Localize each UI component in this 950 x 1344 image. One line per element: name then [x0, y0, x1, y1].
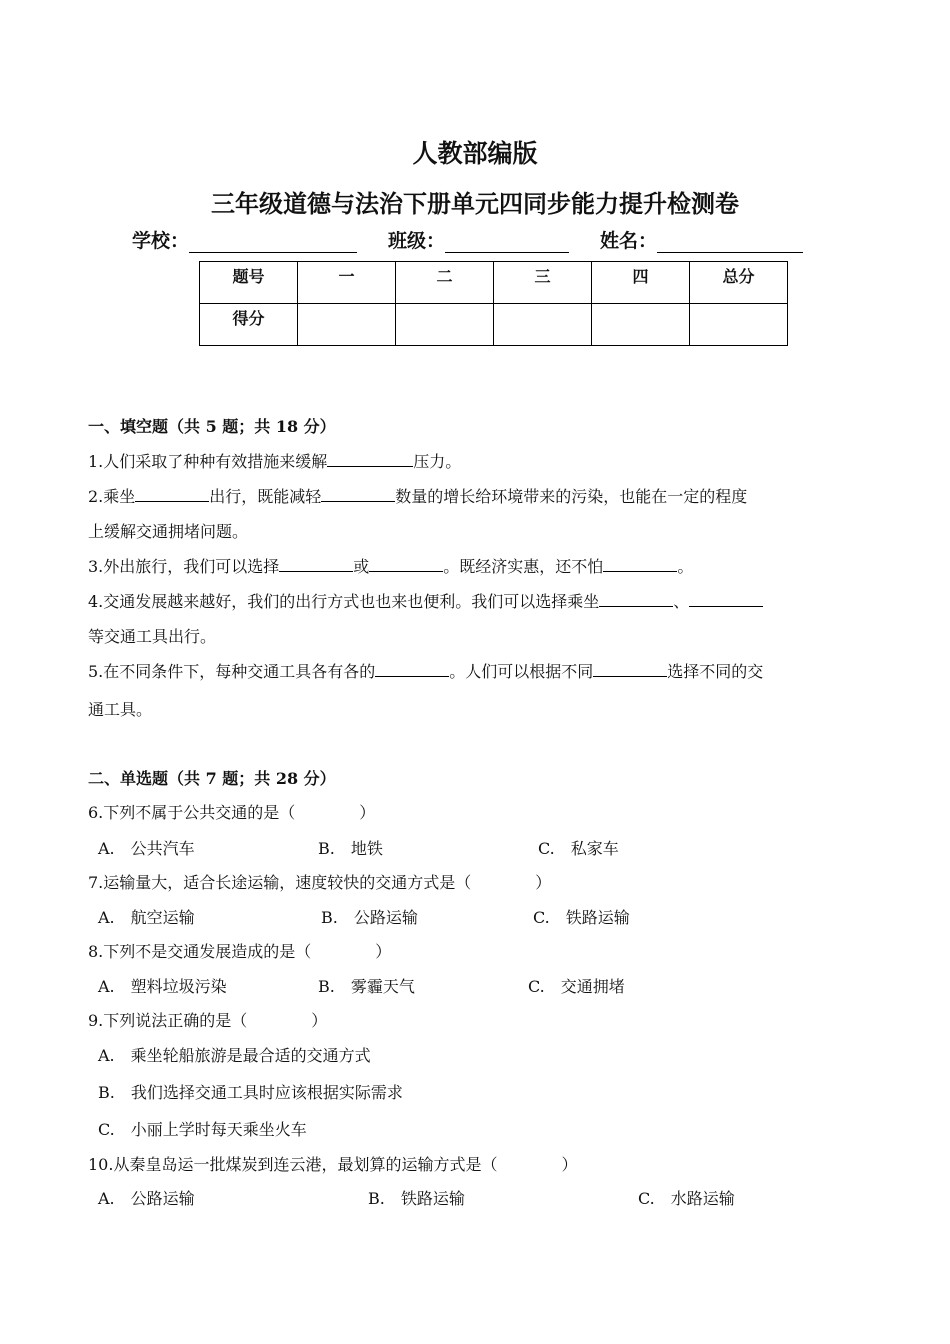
section2-heading: 二、单选题（共 7 题；共 28 分）: [88, 769, 336, 788]
score-input-cell[interactable]: [396, 304, 494, 346]
score-table-header-row: [200, 262, 788, 304]
q3-blank-2[interactable]: [369, 555, 443, 572]
question-4: [88, 589, 763, 612]
class-blank[interactable]: [445, 232, 569, 253]
q8-option-c[interactable]: C. 交通拥堵: [528, 977, 625, 996]
q3-text-3: 。既经济实惠，还不怕: [443, 557, 604, 576]
score-input-cell[interactable]: [298, 304, 396, 346]
question-7: 7.运输量大，适合长途运输，速度较快的交通方式是（ ）: [88, 873, 552, 892]
name-field: [600, 226, 803, 253]
name-blank[interactable]: [657, 232, 803, 253]
q2-blank-1[interactable]: [135, 485, 209, 502]
document-subtitle: 三年级道德与法治下册单元四同步能力提升检测卷: [211, 190, 739, 218]
q2-text-2: 出行，既能减轻: [209, 487, 322, 506]
question-3: [88, 554, 693, 577]
q5-blank-1[interactable]: [375, 660, 449, 677]
class-label: 班级：: [388, 230, 446, 252]
q10-option-a[interactable]: A. 公路运输: [98, 1189, 195, 1208]
q8-option-a[interactable]: A. 塑料垃圾污染: [98, 977, 227, 996]
q9-option-c[interactable]: C. 小丽上学时每天乘坐火车: [98, 1120, 307, 1139]
q1-blank-1[interactable]: [327, 450, 413, 467]
score-input-cell[interactable]: [494, 304, 592, 346]
q7-option-c[interactable]: C. 铁路运输: [533, 908, 630, 927]
q1-text: 1.人们采取了种种有效措施来缓解: [88, 452, 328, 471]
q3-text-2: 或: [353, 557, 370, 576]
q2-text-3: 数量的增长给环境带来的污染，也能在一定的程度: [395, 487, 748, 506]
q2-continued: 上缓解交通拥堵问题。: [88, 522, 249, 541]
score-table-score-row: [200, 304, 788, 346]
q3-text: 3.外出旅行，我们可以选择: [88, 557, 280, 576]
q5-text: 5.在不同条件下，每种交通工具各有各的: [88, 662, 376, 681]
section1-heading: 一、填空题（共 5 题；共 18 分）: [88, 417, 336, 436]
q7-option-a[interactable]: A. 航空运输: [98, 908, 195, 927]
score-table-cell: 一: [298, 262, 396, 304]
q4-blank-1[interactable]: [599, 590, 673, 607]
q9-option-a[interactable]: A. 乘坐轮船旅游是最合适的交通方式: [98, 1046, 371, 1065]
name-label: 姓名：: [600, 230, 658, 252]
q10-option-b[interactable]: B. 铁路运输: [368, 1189, 465, 1208]
q2-blank-2[interactable]: [321, 485, 395, 502]
q4-text-2: 、: [673, 592, 690, 611]
score-table-cell: 四: [592, 262, 690, 304]
q7-option-b[interactable]: B. 公路运输: [321, 908, 418, 927]
q6-option-c[interactable]: C. 私家车: [538, 839, 619, 858]
question-10: 10.从秦皇岛运一批煤炭到连云港，最划算的运输方式是（ ）: [88, 1155, 578, 1174]
question-6: 6.下列不属于公共交通的是（ ）: [88, 803, 376, 822]
q3-blank-1[interactable]: [279, 555, 353, 572]
score-table-cell: 三: [494, 262, 592, 304]
q5-text-2: 。人们可以根据不同: [449, 662, 594, 681]
q4-blank-2[interactable]: [689, 590, 763, 607]
score-input-cell[interactable]: [592, 304, 690, 346]
q1-text-2: 压力。: [413, 452, 462, 471]
school-field: [132, 226, 357, 253]
q3-blank-3[interactable]: [603, 555, 677, 572]
q8-option-b[interactable]: B. 雾霾天气: [318, 977, 415, 996]
q9-option-b[interactable]: B. 我们选择交通工具时应该根据实际需求: [98, 1083, 403, 1102]
school-blank[interactable]: [189, 232, 357, 253]
score-input-cell[interactable]: [690, 304, 788, 346]
q5-blank-2[interactable]: [593, 660, 667, 677]
school-label: 学校：: [132, 230, 190, 252]
document-title: 人教部编版: [412, 139, 538, 168]
score-table-cell: 二: [396, 262, 494, 304]
q2-text: 2.乘坐: [88, 487, 136, 506]
question-8: 8.下列不是交通发展造成的是（ ）: [88, 942, 392, 961]
score-table-cell: 题号: [200, 262, 298, 304]
q4-continued: 等交通工具出行。: [88, 627, 217, 646]
score-table-cell: 得分: [200, 304, 298, 346]
class-field: [388, 226, 569, 253]
q5-text-3: 选择不同的交: [667, 662, 764, 681]
question-2: [88, 484, 747, 507]
q6-option-a[interactable]: A. 公共汽车: [98, 839, 195, 858]
q4-text: 4.交通发展越来越好，我们的出行方式也也来也便利。我们可以选择乘坐: [88, 592, 600, 611]
q10-option-c[interactable]: C. 水路运输: [638, 1189, 735, 1208]
q3-text-4: 。: [677, 557, 694, 576]
q5-continued: 通工具。: [88, 700, 153, 719]
q6-option-b[interactable]: B. 地铁: [318, 839, 383, 858]
question-1: [88, 449, 461, 472]
score-table: [199, 261, 788, 346]
score-table-cell: 总分: [690, 262, 788, 304]
question-9: 9.下列说法正确的是（ ）: [88, 1011, 328, 1030]
question-5: [88, 659, 763, 682]
